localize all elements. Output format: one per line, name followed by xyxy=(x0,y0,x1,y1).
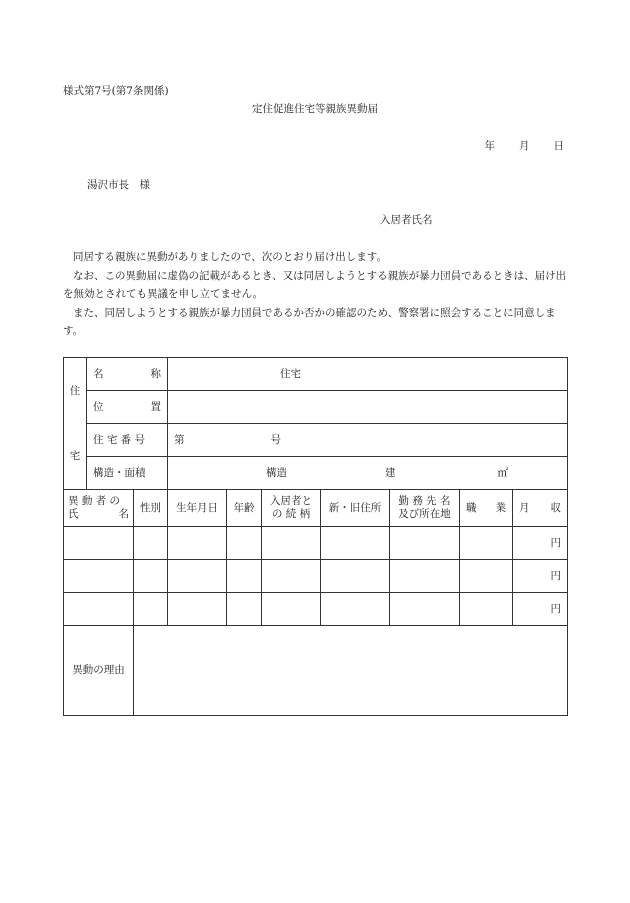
col-header-income-b: 収 xyxy=(550,501,562,514)
housing-number-label: 住 宅 番 号 xyxy=(87,424,168,457)
table-row xyxy=(64,593,568,626)
housing-name-label-a: 名 xyxy=(93,367,104,380)
col-header-age: 年齢 xyxy=(227,490,262,527)
housing-location-label-b: 置 xyxy=(150,400,161,413)
col-header-occupation xyxy=(460,490,513,527)
housing-location-field[interactable] xyxy=(168,391,568,424)
table-row xyxy=(64,560,568,593)
col-header-name-l2b: 名 xyxy=(118,508,129,520)
housing-number-suffix: 号 xyxy=(270,433,281,446)
housing-structure-label: 構造・面積 xyxy=(87,457,168,490)
col-header-income-a: 月 xyxy=(519,501,530,514)
col-header-workplace-l2: 及び所在地 xyxy=(398,508,451,520)
applicant-name-label: 入居者氏名 xyxy=(380,214,433,226)
building-word: 建 xyxy=(385,466,396,479)
addressee: 湯沢市長 様 xyxy=(87,179,150,191)
col-header-name-l1: 異 動 者 の xyxy=(68,495,121,507)
member-workplace-cell[interactable] xyxy=(390,560,460,593)
date-day-label: 日 xyxy=(553,140,564,152)
member-birthdate-cell[interactable] xyxy=(168,527,227,560)
col-header-relation xyxy=(262,490,321,527)
col-header-occupation-b: 業 xyxy=(495,501,506,514)
col-header-workplace xyxy=(390,490,460,527)
col-header-income xyxy=(513,490,568,527)
col-header-sex: 性別 xyxy=(134,490,168,527)
member-income-cell[interactable]: 円 xyxy=(513,560,568,593)
member-birthdate-cell[interactable] xyxy=(168,593,227,626)
col-header-birthdate: 生年月日 xyxy=(168,490,227,527)
col-header-relation-l2: の 続 柄 xyxy=(271,508,311,520)
member-sex-cell[interactable] xyxy=(134,593,168,626)
member-name-cell[interactable] xyxy=(64,527,134,560)
table-row xyxy=(64,527,568,560)
housing-side-label-bottom: 宅 xyxy=(69,449,81,462)
member-address-cell[interactable] xyxy=(321,560,390,593)
member-relation-cell[interactable] xyxy=(262,560,321,593)
member-birthdate-cell[interactable] xyxy=(168,560,227,593)
member-sex-cell[interactable] xyxy=(134,560,168,593)
housing-side-label xyxy=(64,358,87,490)
col-header-name-l2a: 氏 xyxy=(68,508,79,520)
declaration-paragraph-1: 同居する親族に異動がありましたので、次のとおり届け出します。 xyxy=(73,251,387,263)
reason-label: 異動の理由 xyxy=(64,626,134,716)
member-age-cell[interactable] xyxy=(227,527,262,560)
col-header-occupation-a: 職 xyxy=(466,501,477,514)
reason-field[interactable] xyxy=(134,626,568,716)
housing-location-label-a: 位 xyxy=(93,400,104,413)
housing-name-field[interactable] xyxy=(168,358,568,391)
document-title: 定住促進住宅等親族異動届 xyxy=(252,103,378,115)
housing-name-value: 住宅 xyxy=(280,367,301,380)
member-address-cell[interactable] xyxy=(321,593,390,626)
housing-side-label-top: 住 xyxy=(69,384,81,397)
member-name-cell[interactable] xyxy=(64,593,134,626)
housing-name-label xyxy=(87,358,168,391)
col-header-name xyxy=(64,490,134,527)
member-workplace-cell[interactable] xyxy=(390,593,460,626)
member-sex-cell[interactable] xyxy=(134,527,168,560)
date-month-label: 月 xyxy=(519,140,530,152)
housing-number-prefix: 第 xyxy=(174,433,185,446)
member-occupation-cell[interactable] xyxy=(460,527,513,560)
declaration-paragraph-3: また、同居しようとする親族が暴力団員であるか否かの確認のため、警察署に照会することに同意します。 xyxy=(63,306,556,337)
member-income-cell[interactable]: 円 xyxy=(513,593,568,626)
col-header-relation-l1: 入居者と xyxy=(270,495,312,507)
structure-word: 構造 xyxy=(266,466,287,479)
member-relation-cell[interactable] xyxy=(262,593,321,626)
member-name-cell[interactable] xyxy=(64,560,134,593)
housing-name-label-b: 称 xyxy=(150,367,161,380)
member-address-cell[interactable] xyxy=(321,527,390,560)
area-unit: ㎡ xyxy=(497,466,508,479)
col-header-workplace-l1: 勤 務 先 名 xyxy=(398,495,451,507)
col-header-address: 新・旧住所 xyxy=(321,490,390,527)
member-occupation-cell[interactable] xyxy=(460,560,513,593)
date-year-label: 年 xyxy=(484,140,495,152)
member-workplace-cell[interactable] xyxy=(390,527,460,560)
housing-number-field[interactable] xyxy=(168,424,568,457)
declaration-text xyxy=(63,248,568,341)
date-line xyxy=(485,138,565,153)
housing-location-label xyxy=(87,391,168,424)
change-report-table xyxy=(63,357,568,716)
housing-structure-field[interactable] xyxy=(168,457,568,490)
form-number: 様式第7号(第7条関係) xyxy=(63,85,169,97)
member-occupation-cell[interactable] xyxy=(460,593,513,626)
member-age-cell[interactable] xyxy=(227,593,262,626)
member-income-cell[interactable]: 円 xyxy=(513,527,568,560)
member-age-cell[interactable] xyxy=(227,560,262,593)
member-relation-cell[interactable] xyxy=(262,527,321,560)
declaration-paragraph-2: なお、この異動届に虚偽の記載があるとき、又は同居しようとする親族が暴力団員であるときは、届け出を無効とされても異議を申し立てません。 xyxy=(63,269,567,300)
